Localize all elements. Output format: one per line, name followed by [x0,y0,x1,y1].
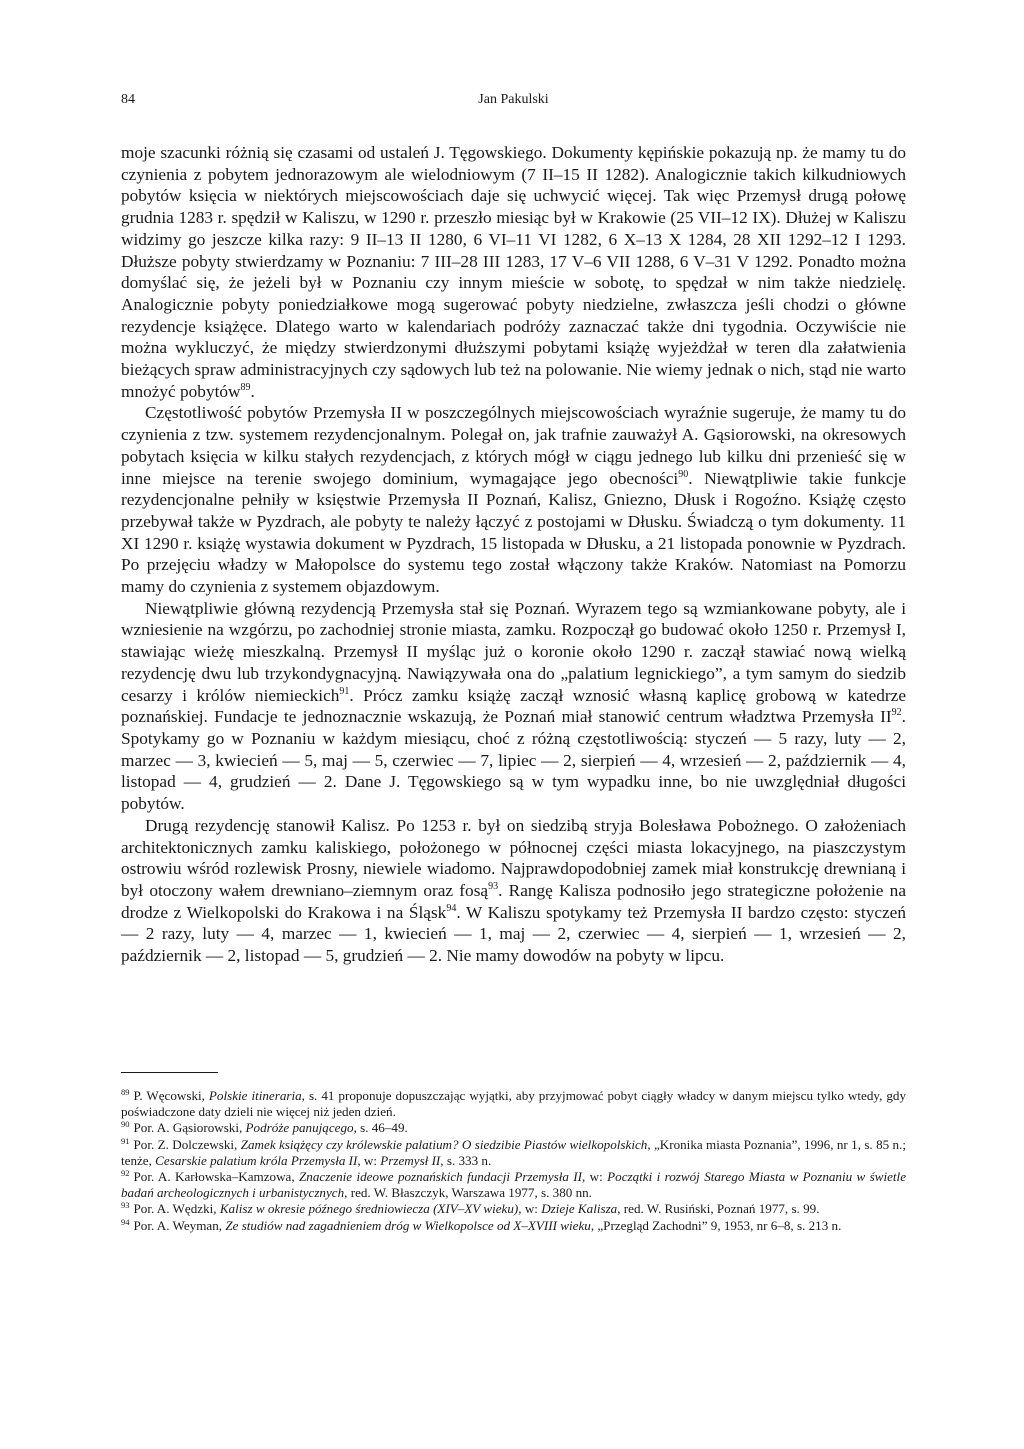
text-segment: . Spotykamy go w Poznaniu w każdym miesiącu, choć z różną częstotliwością: styczeń — 5 razy, luty — 2, marzec — 3, kwiecień — 5, maj — 5, czerwiec — 7, lipiec — 2, sierpień — 4, wrzesień — 2, październik — 4, listopad — 4, grudzień — 2. Dane J. Tęgowskiego są w tym wypadku inne, bo nie uwzględniał długości pobytów. [121,707,906,814]
footnote-ref[interactable]: 94 [446,902,457,914]
paragraph [121,142,906,402]
footnote-number: 91 [121,1135,130,1146]
text-segment: . [250,381,255,401]
footnote-title: Przemysł II [380,1152,441,1168]
footnote-89 [121,1088,906,1120]
footnote-text: , w: [582,1169,608,1185]
footnote-text: , w: [357,1152,381,1168]
footnote-ref[interactable]: 90 [678,468,689,480]
footnote-title: Znaczenie ideowe poznańskich fundacji Przemysła II [299,1169,583,1185]
footnote-title: Dzieje Kalisza [541,1201,618,1217]
text-segment: . Niewątpliwie takie funkcje rezydencjonalne pełniły w księstwie Przemysła II Poznań, Kalisz, Gniezno, Dłusk i Rogoźno. Książę często przebywał także w Pyzdrach, ale pobyty te należy łączyć z postojami w Dłusku. Świadczą o tym dokumenty. 11 XI 1290 r. książę wystawia dokument w Pyzdrach, 15 listopada w Dłusku, a 21 listopada ponownie w Pyzdrach. Po przejęciu władzy w Małopolsce do systemu tego został włączony także Kraków. Natomiast na Pomorzu mamy do czynienia z systemem objazdowym. [121,468,907,597]
text-segment: Częstotliwość pobytów Przemysła II w poszczególnych miejscowościach wyraźnie sugeruje, że mamy tu do czynienia z tzw. systemem rezydencjonalnym. Polegał on, jak trafnie zauważył A. Gąsiorowski, na okresowych pobytach księcia w kilku stałych rezydencjach, z których mógł w ciągu jednego lub kilku dni przenieść się w inne miejsce na terenie swojego dominium, wymagające jego obecności [121,403,906,488]
footnote-number: 92 [121,1168,130,1179]
footnote-text: , „Kronika miasta Poznania”, 1996, nr 1, s. 85 n.; tenże, [121,1136,906,1168]
footnote-text: Por. A. Gąsiorowski, [133,1120,246,1136]
text-segment: Drugą rezydencję stanowił Kalisz. Po 1253 r. był on siedzibą stryja Bolesława Pobożnego. O założeniach architektonicznych zamku kaliskiego, położonego w północnej części miasta lokacyjnego, na piaszczystym ostrowiu wśród rozlewisk Prosny, niewiele wiadomo. Najprawdopodobniej zamek miał konstrukcję drewnianą i był otoczony wałem drewniano–ziemnym oraz fosą [121,815,906,900]
footnote-title: Podróże panującego [245,1120,354,1136]
footnote-text: , red. W. Rusiński, Poznań 1977, s. 99. [617,1201,820,1217]
footnote-text: , s. 333 n. [440,1152,492,1168]
paragraph [121,402,906,597]
footnote-text: , „Przegląd Zachodni” 9, 1953, nr 6–8, s. 213 n. [590,1217,842,1233]
text-segment: . Prócz zamku książę zaczął wznosić własną kaplicę grobową w katedrze poznańskiej. Fundacje te jednoznacznie wskazują, że Poznań miał stanowić centrum władztwa Przemysła II [121,685,906,727]
page-number: 84 [121,92,135,107]
footnote-ref[interactable]: 93 [488,880,499,892]
footnote-title: Cesarskie palatium króla Przemysła II [155,1152,358,1168]
footnote-title: Ze studiów nad zagadnieniem dróg w Wielkopolsce od X–XVIII wieku [225,1217,591,1233]
text-segment: . Rangę Kalisza podnosiło jego strategiczne położenie na drodze z Wielkopolski do Krakowa i na Śląsk [121,880,906,922]
footnote-number: 94 [121,1216,130,1227]
text-segment: Niewątpliwie główną rezydencją Przemysła stał się Poznań. Wyrazem tego są wzmiankowane pobyty, ale i wzniesienie na wzgórzu, po zachodniej stronie miasta, zamku. Rozpoczął go budować około 1250 r. Przemysł I, stawiając wieżę mieszkalną. Przemysł II myśląc już o koronie około 1290 r. zaczął stawiać nową wielką rezydencję dwu lub trzykondygnacyjną. Nawiązywała ona do „palatium legnickiego”, a tym samym do siedzib cesarzy i królów niemieckich [121,598,906,705]
footnote-separator [121,1072,218,1073]
page-header [121,89,906,111]
footnote-91 [121,1137,906,1169]
footnote-94 [121,1218,906,1234]
footnote-text: , s. 46–49. [353,1120,408,1136]
footnote-title: Początki i rozwój Starego Miasta w Poznaniu w świetle badań archeologicznych i urbanistycznych [121,1169,907,1201]
footnote-ref[interactable]: 92 [891,707,902,719]
footnote-text: Por. A. Weyman, [133,1217,226,1233]
footnote-text: Por. A. Wędzki, [133,1201,220,1217]
footnote-number: 93 [121,1200,130,1211]
footnote-90 [121,1120,906,1136]
footnote-title: Polskie itineraria [208,1088,302,1103]
footnote-ref[interactable]: 91 [339,685,350,697]
footnote-text: P. Węcowski, [133,1088,209,1103]
text-segment: moje szacunki różnią się czasami od ustaleń J. Tęgowskiego. Dokumenty kępińskie pokazują np. że mamy tu do czynienia z pobytem jednorazowym ale wielodniowym (7 II–15 II 1282). Analogicznie takich kilkudniowych pobytów księcia w niektórych miejscowościach daje się uchwycić więcej. Tak więc Przemysł drugą połowę grudnia 1283 r. spędził w Kaliszu, w 1290 r. przeszło miesiąc był w Krakowie (25 VII–12 IX). Dłużej w Kaliszu widzimy go jeszcze kilka razy: 9 II–13 II 1280, 6 VI–11 VI 1282, 6 X–13 X 1284, 28 XII 1292–12 I 1293. Dłuższe pobyty stwierdzamy w Poznaniu: 7 III–28 III 1283, 17 V–6 VII 1288, 6 V–31 V 1292. Ponadto można domyślać się, że jeżeli był w Poznaniu czy innym mieście w sobotę, to spędzał w nim także niedzielę. Analogicznie pobyty poniedziałkowe mogą sugerować pobyty niedzielne, zwłaszcza jeśli chodzi o główne rezydencje książęce. Dlatego warto w kalendariach podróży zaznaczać także dni tygodnia. Oczywiście nie można wykluczyć, że między stwierdzonymi dłuższymi pobytami książę wyjeżdżał w teren dla załatwienia bieżących spraw administracyjnych czy sądowych lub też na polowanie. Nie wiemy jednak o nich, stąd nie warto mnożyć pobytów [121,143,906,401]
footnote-92 [121,1169,906,1201]
running-head: Jan Pakulski [478,92,549,107]
footnotes-section [121,1088,906,1234]
footnote-text: Por. Z. Dolczewski, [133,1136,241,1152]
footnote-text: , s. 41 proponuje dopuszczając wyjątki, aby przyjmować pobyt ciągły władcy w danym miejscu tylko wtedy, gdy poświadczone daty dzieli nie więcej niż jeden dzień. [121,1088,906,1120]
footnote-number: 90 [121,1119,130,1130]
footnote-title: Kalisz w okresie późnego średniowiecza (XIV–XV wieku) [219,1201,519,1217]
paragraph [121,815,906,967]
footnote-title: Zamek książęcy czy królewskie palatium? O siedzibie Piastów wielkopolskich [240,1136,648,1152]
footnote-ref[interactable]: 89 [240,381,251,393]
paragraph [121,598,906,815]
body-text [121,142,906,967]
footnote-93 [121,1201,906,1217]
text-segment: . W Kaliszu spotykamy też Przemysła II bardzo często: styczeń — 2 razy, luty — 4, marzec — 1, kwiecień — 1, maj — 2, czerwiec — 4, sierpień — 1, wrzesień — 2, październik — 2, listopad — 5, grudzień — 2. Nie mamy dowodów na pobyty w lipcu. [121,902,906,966]
footnote-text: , w: [518,1201,542,1217]
footnote-text: Por. A. Karłowska–Kamzowa, [133,1169,300,1185]
footnote-text: , red. W. Błaszczyk, Warszawa 1977, s. 380 nn. [344,1185,592,1201]
footnote-number: 89 [121,1087,130,1097]
